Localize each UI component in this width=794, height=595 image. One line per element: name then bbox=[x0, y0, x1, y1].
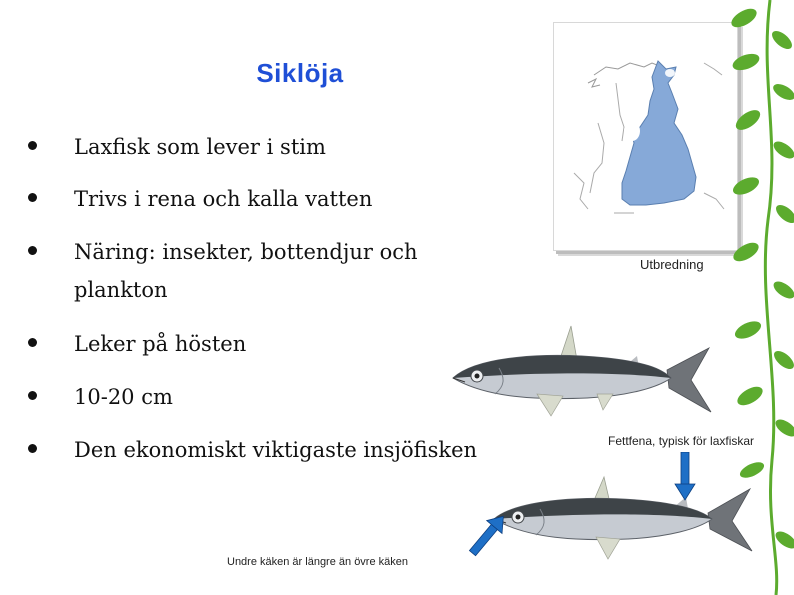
bullet-text: Leker på hösten bbox=[74, 332, 247, 356]
fin-arrow-icon bbox=[674, 452, 696, 502]
bullet-text: Näring: insekter, bottendjur och plankton bbox=[74, 240, 418, 302]
bullet-text: Laxfisk som lever i stim bbox=[74, 135, 326, 159]
slide-title: Siklöja bbox=[256, 58, 344, 88]
bullet-text: Den ekonomiskt viktigaste insjöfisken bbox=[74, 438, 478, 462]
jaw-arrow-icon bbox=[466, 512, 506, 562]
map-caption: Utbredning bbox=[640, 257, 704, 272]
green-vine-icon bbox=[700, 0, 794, 595]
bullet-dot bbox=[28, 338, 37, 347]
bullet-dot bbox=[28, 444, 37, 453]
fin-caption: Fettfena, typisk för laxfiskar bbox=[608, 434, 755, 448]
bullet-dot bbox=[28, 141, 37, 150]
bullet-dot bbox=[28, 391, 37, 400]
bullet-dot bbox=[28, 193, 37, 202]
bullet-text: 10-20 cm bbox=[74, 385, 173, 409]
bullet-dot bbox=[28, 246, 37, 255]
bullet-text: Trivs i rena och kalla vatten bbox=[74, 187, 373, 211]
vendace-fish-icon bbox=[447, 322, 717, 422]
jaw-caption: Undre käken är längre än övre käken bbox=[227, 556, 408, 568]
